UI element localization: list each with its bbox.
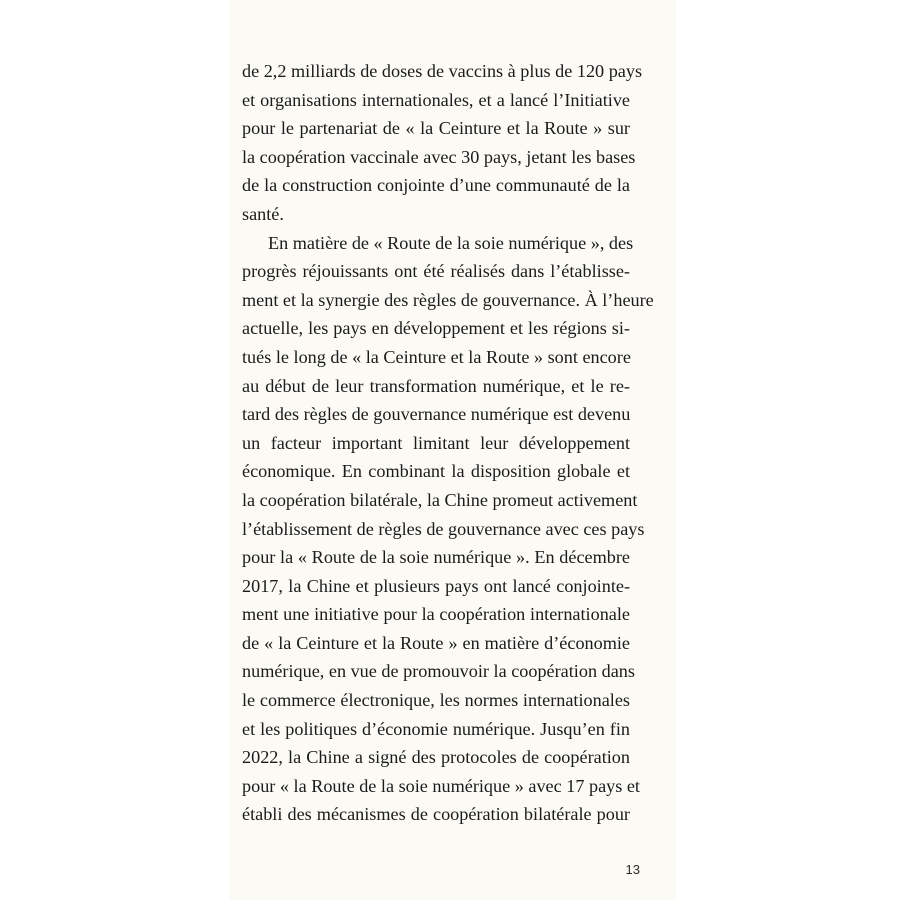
text-line: la coopération vaccinale avec 30 pays, jetant les bases <box>242 146 636 167</box>
text-line: ment et la synergie des règles de gouvernance. À l’heure <box>242 289 654 310</box>
text-line: santé. <box>242 203 284 224</box>
text-line: ment une initiative pour la coopération internationale <box>242 604 630 625</box>
text-line: tués le long de « la Ceinture et la Route » sont encore <box>242 346 631 367</box>
text-line: le commerce électronique, les normes internationales <box>242 690 630 711</box>
page-number: 13 <box>625 862 640 877</box>
text-line: pour la « Route de la soie numérique ». En décembre <box>242 547 630 568</box>
text-line: En matière de « Route de la soie numérique », des <box>268 232 634 253</box>
text-line: pour le partenariat de « la Ceinture et la Route » sur <box>242 118 630 139</box>
text-line: tard des règles de gouvernance numérique est devenu <box>242 404 631 425</box>
text-line: numérique, en vue de promouvoir la coopération dans <box>242 661 635 682</box>
text-line: de 2,2 milliards de doses de vaccins à plus de 120 pays <box>242 61 643 81</box>
text-line: 2017, la Chine et plusieurs pays ont lancé conjointe- <box>242 575 630 596</box>
text-line: et les politiques d’économie numérique. Jusqu’en fin <box>242 718 630 739</box>
text-line: et organisations internationales, et a lancé l’Initiative <box>242 89 630 110</box>
text-line: pour « la Route de la soie numérique » avec 17 pays et <box>242 775 640 796</box>
text-line: 2022, la Chine a signé des protocoles de coopération <box>242 747 630 768</box>
text-line: au début de leur transformation numérique, et le re- <box>242 375 630 396</box>
text-line: un facteur important limitant leur développement <box>242 432 630 453</box>
text-line: la coopération bilatérale, la Chine promeut activement <box>242 489 638 510</box>
text-line: progrès réjouissants ont été réalisés dans l’établisse- <box>242 261 630 282</box>
text-line: actuelle, les pays en développement et les régions si- <box>242 318 630 339</box>
body-text <box>242 57 654 829</box>
text-line: établi des mécanismes de coopération bilatérale pour <box>242 804 630 825</box>
text-line: économique. En combinant la disposition globale et <box>242 461 630 482</box>
text-line: l’établissement de règles de gouvernance avec ces pays <box>242 518 645 539</box>
text-line: de « la Ceinture et la Route » en matière d’économie <box>242 632 630 653</box>
text-line: de la construction conjointe d’une communauté de la <box>242 175 630 196</box>
